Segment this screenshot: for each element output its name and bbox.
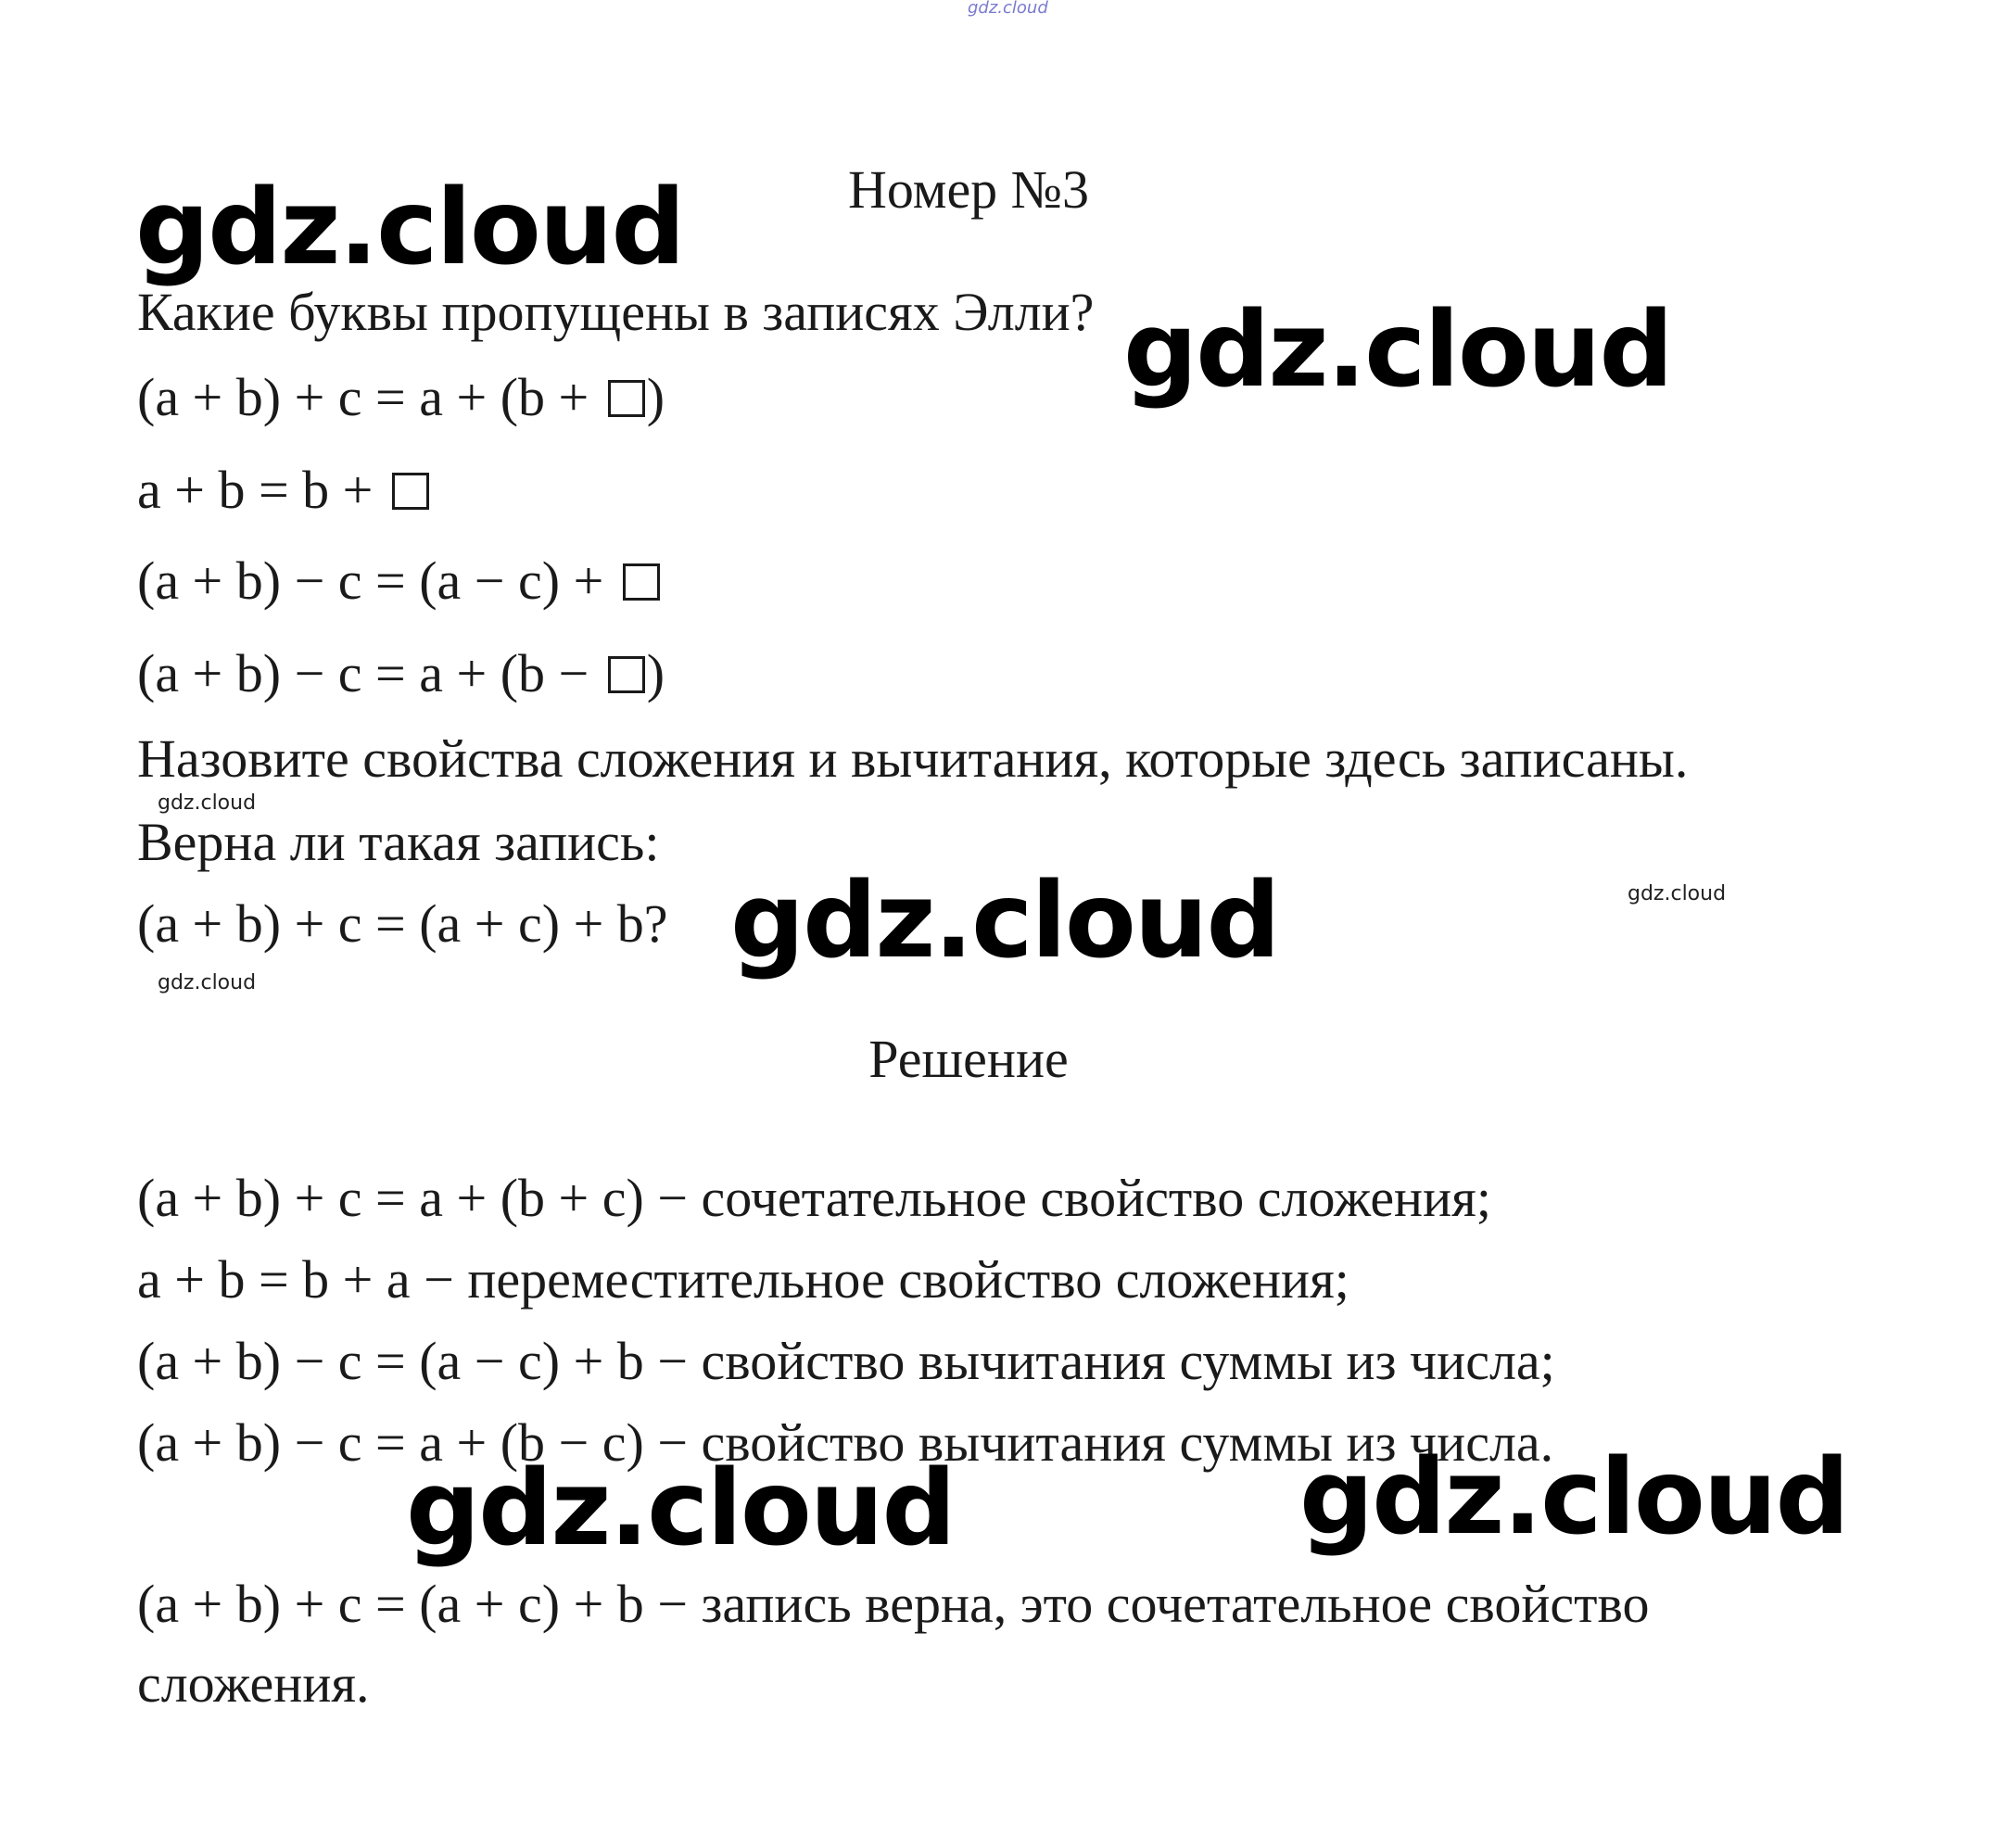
missing-letter-box: [623, 563, 660, 601]
solution-title: Решение: [868, 1029, 1069, 1089]
task-question: Какие буквы пропущены в записях Элли?: [137, 282, 1095, 342]
watermark-small-1: gdz.cloud: [158, 791, 257, 815]
watermark-big-5: gdz.cloud: [1299, 1437, 1848, 1558]
equation-2-text: a + b = b +: [137, 460, 386, 520]
missing-letter-box: [608, 656, 645, 693]
watermark-small-2: gdz.cloud: [158, 971, 257, 994]
equation-5: (a + b) + c = (a + c) + b?: [137, 893, 668, 954]
task-question-2: Верна ли такая запись:: [137, 812, 660, 872]
equation-1-text: (a + b) + c = a + (b +: [137, 367, 602, 427]
missing-letter-box: [392, 473, 429, 510]
equation-1: [137, 367, 665, 427]
solution-line-4: (a + b) − c = a + (b − c) − свойство вычитания суммы из числа.: [137, 1412, 1554, 1473]
watermark-big-1: gdz.cloud: [135, 168, 684, 288]
solution-line-3: (a + b) − c = (a − c) + b − свойство вычитания суммы из числа;: [137, 1331, 1555, 1391]
task-instruction: Назовите свойства сложения и вычитания, которые здесь записаны.: [137, 728, 1689, 789]
watermark-big-4: gdz.cloud: [406, 1449, 955, 1569]
equation-4-text: (a + b) − c = a + (b −: [137, 643, 602, 703]
equation-3: [137, 551, 662, 611]
task-number-title: Номер №3: [847, 159, 1090, 220]
equation-2: [137, 460, 431, 520]
solution-line-2: a + b = b + a − переместительное свойство сложения;: [137, 1249, 1349, 1310]
watermark-big-3: gdz.cloud: [730, 861, 1279, 981]
watermark-top: gdz.cloud: [968, 0, 1048, 18]
watermark-big-2: gdz.cloud: [1123, 290, 1672, 411]
equation-4-end: ): [646, 643, 665, 703]
equation-1-end: ): [646, 367, 665, 427]
missing-letter-box: [608, 380, 645, 417]
equation-3-text: (a + b) − c = (a − c) +: [137, 551, 617, 611]
solution-line-6: сложения.: [137, 1653, 370, 1714]
solution-line-1: (a + b) + c = a + (b + c) − сочетательное свойство сложения;: [137, 1168, 1491, 1228]
equation-4: [137, 643, 665, 703]
watermark-small-3: gdz.cloud: [1628, 882, 1727, 905]
solution-line-5: (a + b) + c = (a + c) + b − запись верна, это сочетательное свойство: [137, 1574, 1650, 1634]
